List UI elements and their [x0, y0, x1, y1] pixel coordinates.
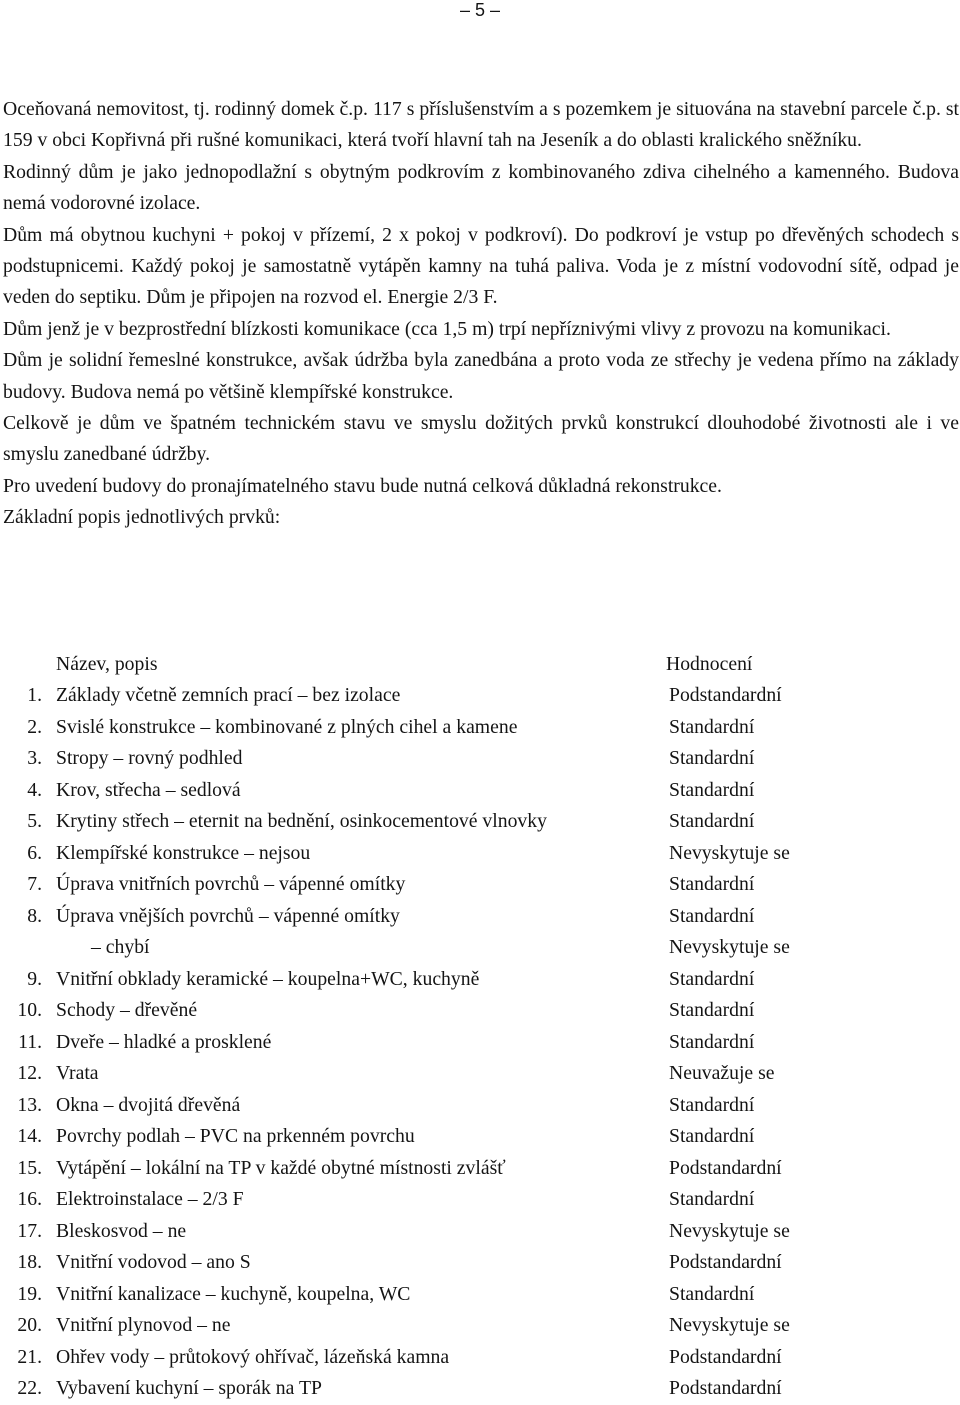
row-description: Svislé konstrukce – kombinované z plných cihel a kamene — [56, 715, 518, 738]
row-rating: Neuvažuje se — [669, 1062, 775, 1084]
row-rating: Standardní — [669, 1030, 755, 1053]
row-number: 13. — [17, 1093, 42, 1116]
row-description: Vnitřní vodovod – ano S — [56, 1251, 251, 1273]
header-name: Název, popis — [56, 653, 158, 675]
row-description: Krov, střecha – sedlová — [56, 778, 241, 801]
row-number: 11. — [18, 1030, 42, 1053]
paragraph-elements-intro: Základní popis jednotlivých prvků: — [3, 506, 281, 529]
table-row — [0, 1058, 960, 1090]
row-description: Bleskosvod – ne — [56, 1219, 187, 1242]
table-row — [0, 995, 960, 1027]
paragraph-construction: Rodinný dům je jako jednopodlažní s obytným podkrovím z kombinovaného zdiva cihelného a kamenného. Budova nemá vodorovné izolace. — [3, 160, 959, 215]
row-number: 5. — [27, 810, 42, 832]
row-description: Schody – dřevěné — [56, 999, 198, 1021]
row-number: 17. — [17, 1219, 42, 1242]
row-description: Ohřev vody – průtokový ohřívač, lázeňská kamna — [56, 1345, 450, 1368]
table-row — [0, 1247, 960, 1279]
row-rating: Standardní — [669, 1282, 755, 1305]
row-number: 1. — [27, 684, 42, 706]
row-rating: Standardní — [669, 873, 755, 895]
table-row — [0, 775, 960, 807]
row-rating: Standardní — [669, 810, 755, 832]
row-rating: Standardní — [669, 715, 755, 738]
table-row — [0, 1279, 960, 1311]
row-number: 16. — [17, 1188, 42, 1210]
row-number: 19. — [17, 1282, 42, 1305]
row-rating: Standardní — [669, 967, 755, 990]
row-rating: Nevyskytuje se — [669, 1219, 790, 1242]
table-row — [0, 743, 960, 775]
row-number: 12. — [17, 1062, 42, 1084]
table-row — [0, 1027, 960, 1059]
row-number: 2. — [27, 715, 42, 738]
table-row — [0, 1121, 960, 1153]
row-description: Vytápění – lokální na TP v každé obytné místnosti zvlášť — [56, 1156, 506, 1179]
row-number: 8. — [27, 904, 42, 927]
paragraph-maintenance: Dům je solidní řemeslné konstrukce, avšak údržba byla zanedbána a proto voda ze střechy je vedena přímo na základy budovy. Budova nemá po většině klempířské konstrukce. — [3, 349, 959, 403]
row-rating: Nevyskytuje se — [669, 1314, 790, 1336]
row-number: 4. — [27, 778, 42, 801]
row-rating: Standardní — [669, 1188, 755, 1210]
header-rating: Hodnocení — [666, 653, 753, 675]
document-body — [3, 94, 959, 534]
row-number: 6. — [27, 841, 42, 864]
table-row — [0, 1342, 960, 1374]
page-number: – 5 – — [459, 0, 501, 20]
row-description: – chybí — [91, 936, 150, 958]
row-description: Stropy – rovný podhled — [56, 747, 243, 769]
row-description: Základy včetně zemních prací – bez izolace — [56, 684, 401, 706]
row-number: 22. — [17, 1377, 42, 1399]
row-description: Dveře – hladké a prosklené — [56, 1030, 272, 1053]
table-row — [0, 1153, 960, 1185]
table-row — [0, 932, 960, 964]
row-description: Vybavení kuchyní – sporák na TP — [56, 1377, 322, 1399]
row-rating: Podstandardní — [669, 684, 782, 706]
row-rating: Standardní — [669, 904, 755, 927]
table-row — [0, 869, 960, 901]
table-row — [0, 806, 960, 838]
row-description: Okna – dvojitá dřevěná — [56, 1093, 241, 1116]
row-rating: Nevyskytuje se — [669, 841, 790, 864]
row-description: Vnitřní kanalizace – kuchyně, koupelna, WC — [56, 1282, 411, 1305]
elements-table-header — [0, 648, 960, 680]
row-rating: Podstandardní — [669, 1156, 782, 1179]
table-row — [0, 901, 960, 933]
table-row — [0, 1184, 960, 1216]
row-rating: Standardní — [669, 999, 755, 1021]
row-number: 9. — [27, 967, 42, 990]
row-rating: Standardní — [669, 1093, 755, 1116]
row-number: 20. — [17, 1314, 42, 1336]
row-description: Vnitřní obklady keramické – koupelna+WC, kuchyně — [56, 967, 480, 990]
elements-table — [0, 680, 960, 1405]
row-description: Klempířské konstrukce – nejsou — [56, 841, 311, 864]
row-rating: Standardní — [669, 747, 755, 769]
row-rating: Standardní — [669, 778, 755, 801]
row-description: Vrata — [56, 1062, 99, 1084]
paragraph-location: Oceňovaná nemovitost, tj. rodinný domek č.p. 117 s příslušenstvím a s pozemkem je situována na stavební parcele č.p. st 159 v obci Kopřivná při rušné komunikaci, která tvoří hlavní tah na Jeseník a do oblasti kralického sněžníku. — [3, 98, 959, 152]
row-description: Povrchy podlah – PVC na prkenném povrchu — [56, 1125, 415, 1147]
row-number: 7. — [27, 873, 42, 895]
paragraph-layout: Dům má obytnou kuchyni + pokoj v přízemí, 2 x pokoj v podkroví). Do podkroví je vstup po dřevěných schodech s podstupnicemi. Každý pokoj je samostatně vytápěn kamny na tuhá paliva. Voda je z místní vodovodní sítě, odpad je veden do septiku. Dům je připojen na rozvod el. Energie 2/3 F. — [3, 223, 959, 309]
row-rating: Podstandardní — [669, 1377, 782, 1399]
table-row — [0, 1216, 960, 1248]
row-number: 3. — [27, 747, 42, 769]
row-rating: Podstandardní — [669, 1345, 782, 1368]
paragraph-traffic: Dům jenž je v bezprostřední blízkosti komunikace (cca 1,5 m) trpí nepříznivými vlivy z provozu na komunikaci. — [3, 317, 891, 340]
row-description: Vnitřní plynovod – ne — [56, 1314, 231, 1336]
row-description: Elektroinstalace – 2/3 F — [56, 1188, 244, 1210]
row-number: 14. — [17, 1125, 42, 1147]
row-rating: Podstandardní — [669, 1251, 782, 1273]
table-row — [0, 964, 960, 996]
paragraph-condition: Celkově je dům ve špatném technickém stavu ve smyslu dožitých prvků konstrukcí dlouhodobé životnosti ale i ve smyslu zanedbané údržby. — [3, 412, 959, 466]
table-row — [0, 1090, 960, 1122]
table-row — [0, 1373, 960, 1405]
row-description: Krytiny střech – eternit na bednění, osinkocementové vlnovky — [56, 810, 547, 832]
row-rating: Nevyskytuje se — [669, 936, 790, 958]
table-row — [0, 680, 960, 712]
paragraph-reconstruction: Pro uvedení budovy do pronajímatelného stavu bude nutná celková důkladná rekonstrukce. — [3, 474, 722, 497]
row-number: 15. — [17, 1156, 42, 1179]
table-row — [0, 712, 960, 744]
row-number: 21. — [17, 1345, 42, 1368]
table-row — [0, 1310, 960, 1342]
row-number: 10. — [17, 999, 42, 1021]
row-number: 18. — [17, 1251, 42, 1273]
row-description: Úprava vnitřních povrchů – vápenné omítky — [56, 873, 406, 895]
table-row — [0, 838, 960, 870]
row-description: Úprava vnějších povrchů – vápenné omítky — [56, 904, 400, 927]
row-rating: Standardní — [669, 1125, 755, 1147]
